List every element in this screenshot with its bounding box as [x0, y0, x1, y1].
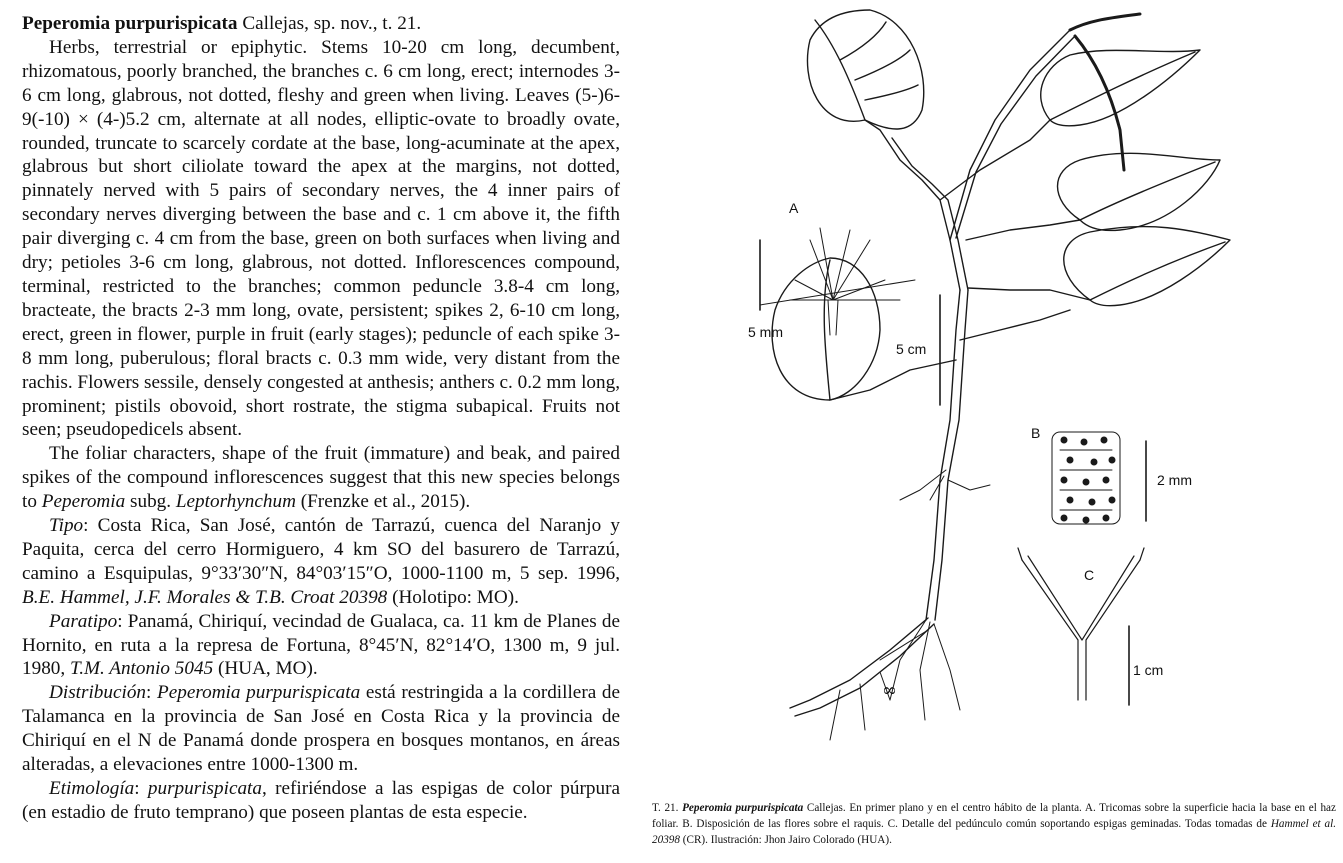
scale-label-b: 2 mm: [1157, 472, 1192, 488]
leaf-lower-right: [1064, 227, 1230, 306]
tipo-paragraph: Tipo: Costa Rica, San José, cantón de Tarrazú, cuenca del Naranjo y Paquita, cerca del cerro Hormiguero, 4 km SO del basurero de Tarrazú, camino a Esquipulas, 9°33′30″N, 84°03′15″O, 1000-1100 m, 5 sep. 1996, B.E. Hammel, J.F. Morales & T.B. Croat 20398 (Holotipo: MO).: [22, 515, 620, 608]
leaf-top-right: [1041, 50, 1200, 126]
leaf-left: [772, 258, 880, 400]
detail-c-peduncle: [1018, 548, 1144, 700]
species-authority: Callejas, sp. nov., t. 21.: [237, 13, 422, 34]
scale-label-a: 5 mm: [748, 324, 783, 340]
species-heading: [22, 12, 620, 36]
main-stem: [790, 290, 968, 716]
figure-caption: T. 21. Peperomia purpurispicata Callejas. En primer plano y en el centro hábito de la planta. A. Tricomas sobre la superficie hacia la base en el haz foliar. B. Disposición de las flores sobre el raquis. C. Detalle del pedúnculo común soportando espigas geminadas. Todas tomadas de Hammel et al. 20398 (CR). Ilustración: Jhon Jairo Colorado (HUA).: [652, 802, 1336, 846]
paratipo-paragraph: Paratipo: Panamá, Chiriquí, vecindad de Gualaca, ca. 11 km de Planes de Hornito, en ruta a la represa de Fortuna, 8°45′N, 82°14′O, 1300 m, 9 jul. 1980, T.M. Antonio 5045 (HUA, MO).: [22, 610, 620, 680]
scale-label-main: 5 cm: [896, 341, 927, 357]
upper-branches: [830, 30, 1090, 400]
plant-drawing: [650, 0, 1343, 790]
panel-label-b: B: [1031, 425, 1041, 441]
description-paragraph: Herbs, terrestrial or epiphytic. Stems 10-20 cm long, decumbent, rhizomatous, poorly branched, the branches c. 6 cm long, erect; internodes 3-6 cm long, glabrous, not dotted, fleshy and green when living. Leaves (5-)6-9(-10) × (4-)5.2 cm, alternate at all nodes, elliptic-ovate to broadly ovate, rounded, truncate to scarcely cordate at the base, long-acuminate at the apex, glabrous but short ciliolate toward the apex at the margins, not dotted, pinnately nerved with 5 pairs of secondary nerves, the 4 inner pairs of secondary nerves diverging between the base and c. 1 cm above it, the fifth pair diverging c. 4 cm from the base, green on both surfaces when living and dry; petioles 3-6 cm long, glabrous, not dotted. Inflorescences compound, terminal, restricted to the branches; common peduncle 3.8-4 cm long, bracteate, the bracts 2-3 mm long, ovate, persistent; spikes 2, 6-10 cm long, erect, green in flower, purple in fruit (early stages); peduncle of each spike 3-8 mm long, puberulous; floral bracts c. 0.3 mm wide, very distant from the rachis. Flowers sessile, densely congested at anthesis; anthers c. 0.2 mm long, prominent; pistils obovoid, short rostrate, the stigma subapical. Fruits not seen; pseudopedicels absent.: [22, 36, 620, 441]
root-cut-mark: ∞: [882, 680, 897, 701]
botanical-illustration: [650, 0, 1343, 790]
species-name: Peperomia purpurispicata: [22, 13, 238, 34]
scale-label-c: 1 cm: [1133, 662, 1164, 678]
leaf-mid-right: [1058, 153, 1221, 230]
scale-bars: [760, 240, 1146, 705]
etimologia-paragraph: Etimología: purpurispicata, refiriéndose a las espigas de color púrpura (en estadio de fruto temprano) que poseen plantas de esta especie.: [22, 778, 620, 823]
detail-a-trichomes: [760, 228, 915, 335]
species-description-column: [22, 12, 620, 825]
caption-species: Peperomia purpurispicata: [682, 802, 804, 814]
panel-label-c: C: [1084, 567, 1095, 583]
discussion-paragraph: The foliar characters, shape of the fruit (immature) and beak, and paired spikes of the compound inflorescences suggest that this new species belongs to Peperomia subg. Leptorhynchum (Frenzke et al., 2015).: [22, 443, 620, 513]
detail-b-flowers: [1052, 432, 1120, 524]
roots: [830, 470, 990, 740]
inflorescence-spikes: [1070, 14, 1140, 170]
distribucion-paragraph: Distribución: Peperomia purpurispicata está restringida a la cordillera de Talamanca en la provincia de San José en Costa Rica y la provincia de Chiriquí en el N de Panamá donde prospera en bosques montanos, en áreas alteradas, a elevaciones entre 1000-1300 m.: [22, 682, 620, 776]
panel-label-a: A: [789, 200, 799, 216]
leaf-top-left: [807, 10, 923, 129]
